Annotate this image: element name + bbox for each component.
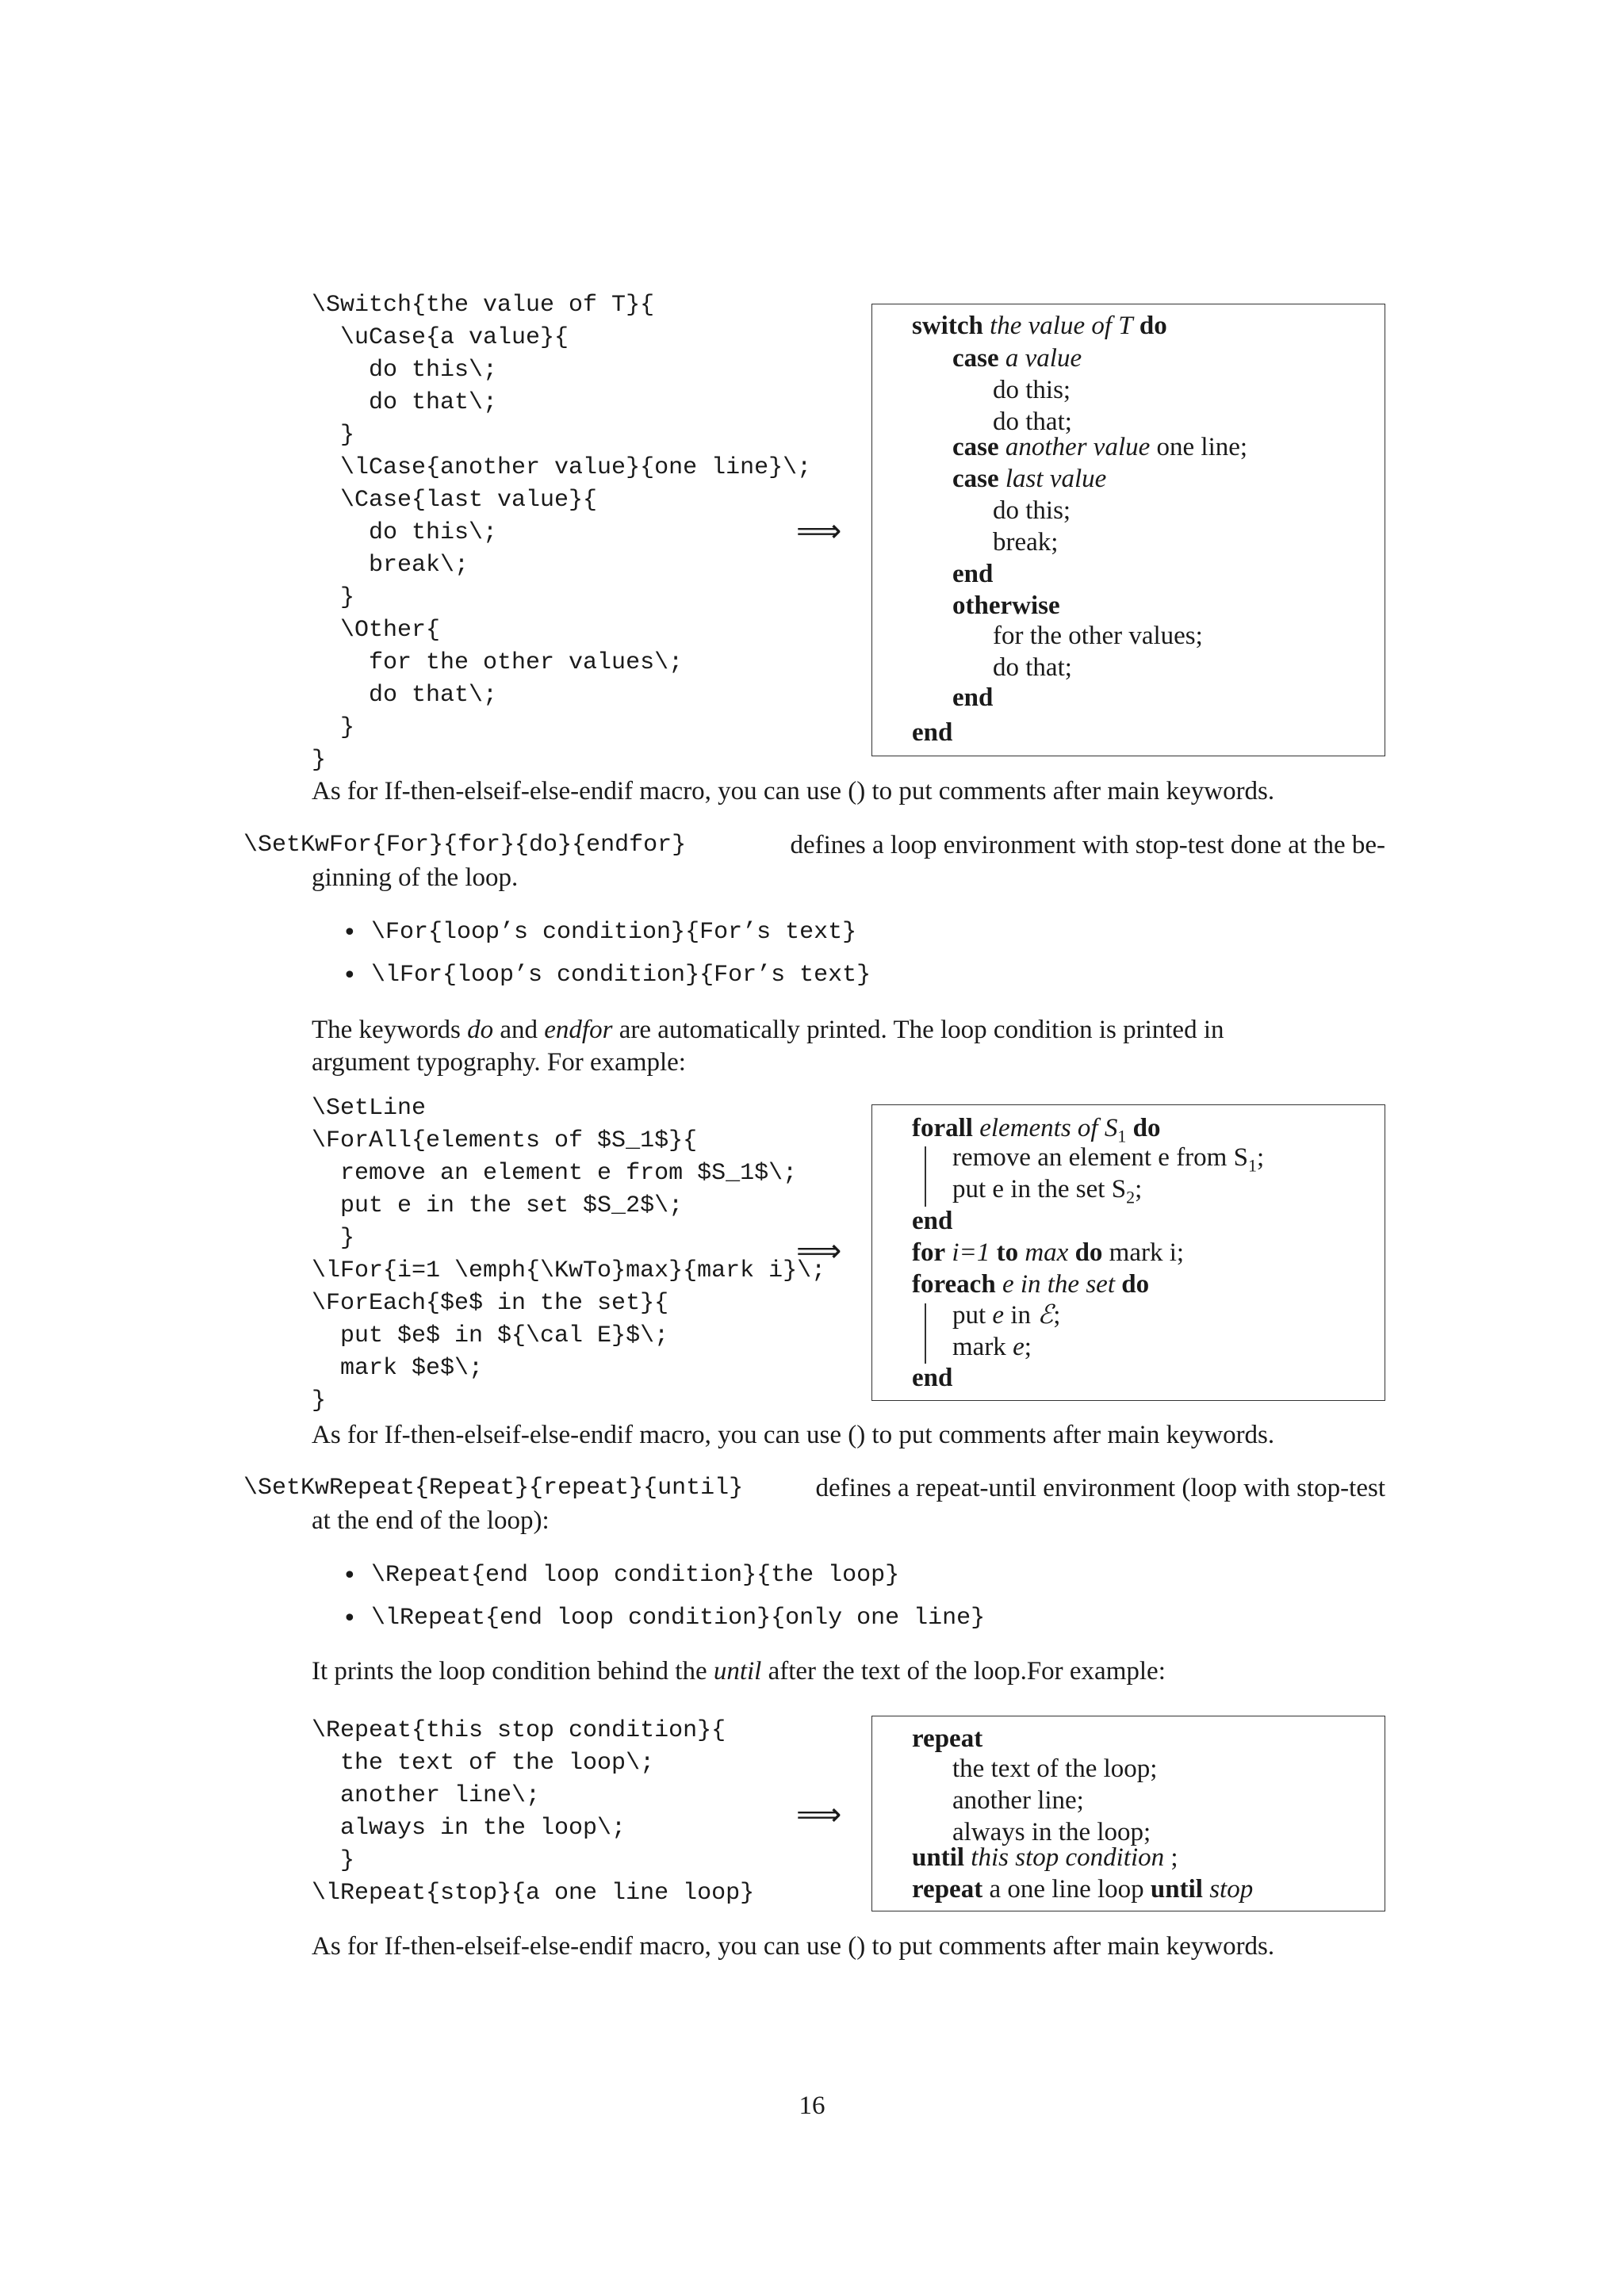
for-code-block: \SetLine \ForAll{elements of $S_1$}{ remove an element e from $S_1$\; put e in the set $S_2$\; } \lFor{i=1 \emph{\KwTo}max}{mark i}\; \ForEach{$e$ in the set}{ put $e$ in ${\cal E}$\; mark $e$\; } xyxy=(312,1095,826,1414)
until-line xyxy=(912,1842,1178,1873)
subscript: 1 xyxy=(1117,1126,1127,1146)
variable: i=1 xyxy=(952,1238,990,1267)
subscript: 1 xyxy=(1247,1155,1257,1176)
switch-output-box xyxy=(871,304,1385,756)
keyword: do xyxy=(1132,1114,1161,1142)
keyword: case xyxy=(952,465,999,493)
keyword: repeat xyxy=(912,1875,983,1904)
statement xyxy=(952,1299,1060,1331)
keyword: until xyxy=(1150,1875,1203,1904)
bullet-item: \lRepeat{end loop condition}{only one line} xyxy=(371,1605,986,1632)
text: The keywords xyxy=(312,1016,468,1044)
variable: e xyxy=(1013,1333,1025,1361)
repeat-comment-note: As for If-then-elseif-else-endif macro, you can use () to put comments after main keywords. xyxy=(312,1932,1275,1961)
block-rule xyxy=(925,1303,926,1364)
case-line xyxy=(952,431,1247,463)
for-output-box xyxy=(871,1104,1385,1401)
switch-line xyxy=(912,310,1167,342)
text: mark xyxy=(952,1333,1013,1361)
keyword-end: end xyxy=(952,683,994,712)
text: It prints the loop condition behind the xyxy=(312,1657,714,1686)
statement: break; xyxy=(993,528,1059,557)
case-text: one line; xyxy=(1156,433,1248,461)
macro-name: \SetKwRepeat{Repeat}{repeat}{until} xyxy=(243,1475,744,1502)
page-number: 16 xyxy=(799,2091,825,2120)
statement: mark i; xyxy=(1109,1238,1185,1267)
statement: do this; xyxy=(993,496,1071,525)
for-line xyxy=(912,1237,1184,1269)
keyword: do xyxy=(1121,1270,1150,1299)
keyword: foreach xyxy=(912,1270,996,1299)
text: put e in the set S xyxy=(952,1175,1127,1203)
repeat-paragraph xyxy=(312,1655,1166,1688)
bullet-item: \lFor{loop’s condition}{For’s text} xyxy=(371,962,871,989)
set-symbol: ℰ xyxy=(1037,1301,1054,1330)
bullet-icon: • xyxy=(343,919,357,947)
text: after the text of the loop.For example: xyxy=(761,1657,1166,1686)
text: ; xyxy=(1135,1175,1143,1203)
case-line xyxy=(952,342,1082,374)
repeat-arrow-icon: ⟹ xyxy=(796,1797,842,1833)
case-value: last value xyxy=(1005,465,1107,493)
switch-comment-note: As for If-then-elseif-else-endif macro, you can use () to put comments after main keywords. xyxy=(312,777,1275,806)
statement: do this; xyxy=(993,376,1071,404)
text: and xyxy=(493,1016,545,1044)
bullet-icon: • xyxy=(343,1562,357,1590)
keyword-otherwise: otherwise xyxy=(952,591,1060,620)
text: remove an element e from S xyxy=(952,1143,1248,1172)
subscript: 2 xyxy=(1126,1187,1136,1207)
text: put xyxy=(952,1301,993,1330)
for-paragraph xyxy=(312,1014,1385,1079)
for-comment-note: As for If-then-elseif-else-endif macro, you can use () to put comments after main keywords. xyxy=(312,1421,1275,1449)
keyword-do: do xyxy=(467,1016,494,1044)
variable: e xyxy=(1002,1270,1014,1299)
keyword-end: end xyxy=(912,718,953,747)
description: ginning of the loop. xyxy=(312,863,519,892)
foreach-line xyxy=(912,1269,1149,1300)
repeat-code-block: \Repeat{this stop condition}{ the text of the loop\; another line\; always in the loop\; } \lRepeat{stop}{a one line loop} xyxy=(312,1717,755,1907)
description: defines a loop environment with stop-test done at the be- xyxy=(790,831,1385,859)
statement xyxy=(952,1331,1032,1363)
statement: do that; xyxy=(993,653,1072,682)
variable: e xyxy=(992,1301,1005,1330)
condition: elements of S xyxy=(979,1114,1118,1142)
for-definition-line1 xyxy=(243,829,1385,862)
paragraph-line: argument typography. For example: xyxy=(312,1048,686,1077)
statement: another line; xyxy=(952,1786,1084,1815)
description: defines a repeat-until environment (loop with stop-test xyxy=(815,1474,1385,1502)
keyword: forall xyxy=(912,1114,973,1142)
condition: in the set xyxy=(1020,1270,1115,1299)
repeat-definition xyxy=(243,1472,1385,1537)
case-value: a value xyxy=(1005,344,1082,373)
case-line xyxy=(952,463,1106,495)
keyword-repeat: repeat xyxy=(912,1724,983,1753)
text: are automatically printed. The loop condition is printed in xyxy=(612,1016,1224,1044)
condition: stop xyxy=(1209,1875,1254,1904)
for-definition xyxy=(243,829,1385,894)
statement: a one line loop xyxy=(989,1875,1144,1904)
keyword-end: end xyxy=(912,1364,953,1392)
repeat-definition-line1 xyxy=(243,1472,1385,1505)
bullet-item: \For{loop’s condition}{For’s text} xyxy=(371,919,857,946)
macro-name: \SetKwFor{For}{for}{do}{endfor} xyxy=(243,832,687,859)
max-value: max xyxy=(1025,1238,1069,1267)
text: ; xyxy=(1024,1333,1032,1361)
condition: the value of T xyxy=(990,312,1133,340)
keyword-endfor: endfor xyxy=(544,1016,613,1044)
case-value: another value xyxy=(1005,433,1151,461)
keyword: do xyxy=(1074,1238,1103,1267)
bullet-item: \Repeat{end loop condition}{the loop} xyxy=(371,1562,900,1589)
statement: for the other values; xyxy=(993,622,1203,650)
bullet-icon: • xyxy=(343,1605,357,1632)
condition: this stop condition xyxy=(971,1843,1165,1872)
statement: do that; xyxy=(993,408,1072,436)
statement: always in the loop; xyxy=(952,1818,1151,1846)
switch-code-block: \Switch{the value of T}{ \uCase{a value}{ do this\; do that\; } \lCase{another value}{one line}\; \Case{last value}{ do this\; break\; } \Other{ for the other values\; do that\; } } xyxy=(312,292,812,774)
keyword: to xyxy=(996,1238,1019,1267)
bullet-icon: • xyxy=(343,962,357,989)
text: ; xyxy=(1053,1301,1061,1330)
switch-arrow-icon: ⟹ xyxy=(796,513,842,549)
repeat-output-box xyxy=(871,1716,1385,1911)
keyword: case xyxy=(952,433,999,461)
statement xyxy=(952,1173,1142,1214)
paragraph-line xyxy=(312,1014,1385,1047)
description: at the end of the loop): xyxy=(312,1506,550,1535)
keyword-end: end xyxy=(952,560,994,588)
block-rule xyxy=(925,1146,926,1207)
keyword-end: end xyxy=(912,1207,953,1235)
keyword-until: until xyxy=(713,1657,762,1686)
keyword: case xyxy=(952,344,999,373)
one-line-repeat xyxy=(912,1873,1253,1905)
text: in xyxy=(1004,1301,1038,1330)
statement: the text of the loop; xyxy=(952,1755,1158,1783)
for-arrow-icon: ⟹ xyxy=(796,1233,842,1269)
keyword: do xyxy=(1139,312,1167,340)
keyword: until xyxy=(912,1843,965,1872)
text: ; xyxy=(1256,1143,1265,1172)
keyword: switch xyxy=(912,312,983,340)
keyword: for xyxy=(912,1238,946,1267)
text: ; xyxy=(1164,1843,1178,1872)
